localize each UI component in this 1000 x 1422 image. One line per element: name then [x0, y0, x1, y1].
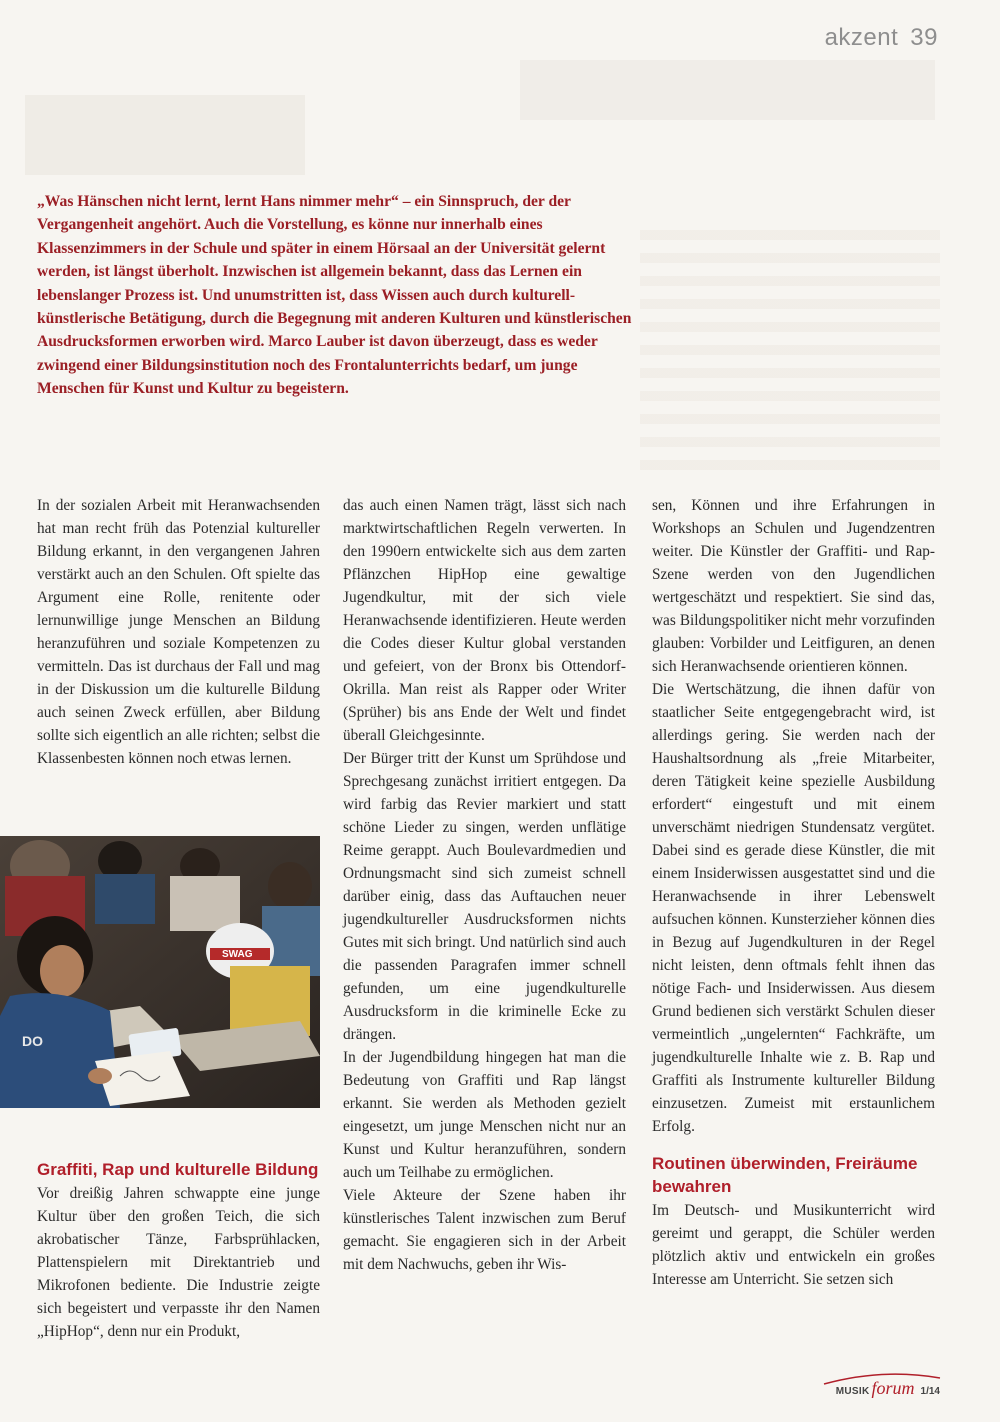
body-paragraph: das auch einen Namen trägt, lässt sich nach marktwirtschaftlichen Regeln verwerten. In den 1990ern entwickelte sich aus dem zarten Pflänzchen HipHop eine gewaltige Jugendkultur, mit der sich viele Heranwachsende identifizieren. Heute werden die Codes dieser Kultur global verstanden und gefeiert, von der Bronx bis Ottendorf-Okrilla. Man reist als Rapper oder Writer (Sprüher) bis ans Ende der Welt und findet überall Gleichgesinnte. [343, 497, 626, 744]
body-paragraph: In der Jugendbildung hingegen hat man die Bedeutung von Graffiti und Rap längst erkannt. Sie werden als Methoden gezielt eingesetzt, um junge Menschen nicht nur an Kunst und Kultur heranzuführen, sondern auch um Teilhabe zu ermöglichen. [343, 1049, 626, 1181]
footer-brand-forum: forum [871, 1378, 915, 1398]
issue-number: 1/14 [920, 1386, 940, 1397]
footer-brand-music: MUSIK [835, 1386, 870, 1397]
page-number: 39 [910, 24, 938, 51]
column-1 [37, 494, 320, 770]
show-through-block [25, 95, 305, 175]
section-label: akzent [824, 24, 899, 51]
show-through-lines [640, 230, 940, 470]
column-2 [343, 494, 626, 1276]
body-paragraph: Im Deutsch- und Musikunterricht wird gereimt und gerappt, die Schüler werden plötzlich aktiv und entwickeln ein großes Interesse am Unterricht. Sie setzen sich [652, 1202, 935, 1288]
intro-text: „Was Hänschen nicht lernt, lernt Hans nimmer mehr“ – ein Sinnspruch, der der Vergangenheit angehört. Auch die Vorstellung, es könne nur innerhalb eines Klassenzimmers in der Schule und später in einem Hörsaal an der Universität gelernt werden, ist längst überholt. Inzwischen ist allgemein bekannt, dass das Lernen ein lebenslanger Prozess ist. Und unumstritten ist, dass Wissen auch durch kulturell-künstlerische Betätigung, durch die Begegnung mit anderen Kulturen und künstlerischen Ausdrucksformen erworben wird. Marco Lauber ist davon überzeugt, dass es weder zwingend einer Bildungsinstitution noch des Frontalunterrichts bedarf, um junge Menschen für Kunst und Kultur zu begeistern. [37, 193, 632, 398]
column-1-lower [37, 1158, 320, 1343]
page-header [825, 24, 938, 52]
footer-logo [836, 1378, 940, 1399]
body-paragraph: sen, Können und ihre Erfahrungen in Workshops an Schulen und Jugendzentren weiter. Die Künstler der Graffiti- und Rap-Szene werden von den Jugendlichen wertgeschätzt und respektiert. Sie sind das, was Bildungspolitiker nicht mehr vorzufinden glauben: Vorbilder und Leitfiguren, an denen sich Heranwachsende orientieren können. [652, 497, 935, 675]
show-through-block [520, 60, 935, 120]
classroom-photo [0, 836, 320, 1108]
section-heading: Routinen überwinden, Freiräume bewahren [652, 1154, 918, 1196]
body-paragraph: Vor dreißig Jahren schwappte eine junge Kultur über den großen Teich, die sich akrobatischer Tänze, Farbsprühlacken, Plattenspielern mit Direktantrieb und Mikrofonen bediente. Die Industrie zeigte sich begeistert und verpasste ihr den Namen „HipHop“, denn nur ein Produkt, [37, 1185, 320, 1340]
shirt-text: DO [22, 1033, 43, 1049]
intro-lead [37, 190, 633, 401]
column-3 [652, 494, 935, 1291]
body-paragraph: In der sozialen Arbeit mit Heranwachsenden hat man recht früh das Potenzial kultureller Bildung erkannt, in den vergangenen Jahren verstärkt auch an den Schulen. Oft spielte das Argument eine Rolle, renitente oder lernunwillige junge Menschen an Bildung heranzuführen und soziale Kompetenzen zu vermitteln. Das ist durchaus der Fall und mag in der Diskussion um die kulturelle Bildung auch seinen Zweck erfüllen, aber Bildung sollte sich eigentlich an alle richten; selbst die Klassenbesten können noch etwas lernen. [37, 497, 320, 767]
section-heading: Graffiti, Rap und kulturelle Bildung [37, 1160, 319, 1179]
body-paragraph: Die Wertschätzung, die ihnen dafür von staatlicher Seite entgegengebracht wird, ist allerdings gering. Sie werden nach der Haushaltsordnung als „freie Mitarbeiter, deren Tätigkeit keine spezielle Ausbildung erfordert“ eingestuft und mit einem unverschämt niedrigen Stundensatz vergütet. Dabei sind es gerade diese Künstler, die mit einem Insiderwissen ausgestattet sind und die Heranwachsende in ihrer Lebenswelt aufsuchen können. Kunsterzieher können dies in Bezug auf Jugendkulturen in der Regel nicht leisten, denn oftmals fehlt ihnen das nötige Fach- und Insiderwissen. Aus diesem Grund bedienen sich verstärkt Schulen dieser vermeintlich „ungelernten“ Fachkräfte, um jugendkulturelle Inhalte wie z. B. Rap und Graffiti als Instrumente kultureller Bildung einzusetzen. Zumeist mit erstaunlichem Erfolg. [652, 681, 935, 1135]
body-paragraph: Der Bürger tritt der Kunst um Sprühdose und Sprechgesang zunächst irritiert entgegen. Da wird farbig das Revier markiert und statt schöne Lieder zu singen, werden unflätige Reime gerappt. Auch Boulevardmedien und Ordnungsmacht sind sich zumeist schnell darüber einig, dass das Auftauchen neuer jugendkultureller Ausdrucksformen nichts Gutes mit sich bringt. Und natürlich sind auch die passenden Paragrafen immer schnell gefunden, um eine jugendkulturelle Ausdrucksform in die kriminelle Ecke zu drängen. [343, 750, 626, 1043]
body-paragraph: Viele Akteure der Szene haben ihr künstlerisches Talent inzwischen zum Beruf gemacht. Sie engagieren sich in der Arbeit mit dem Nachwuchs, geben ihr Wis- [343, 1187, 626, 1273]
cap-text: SWAG [222, 949, 253, 960]
